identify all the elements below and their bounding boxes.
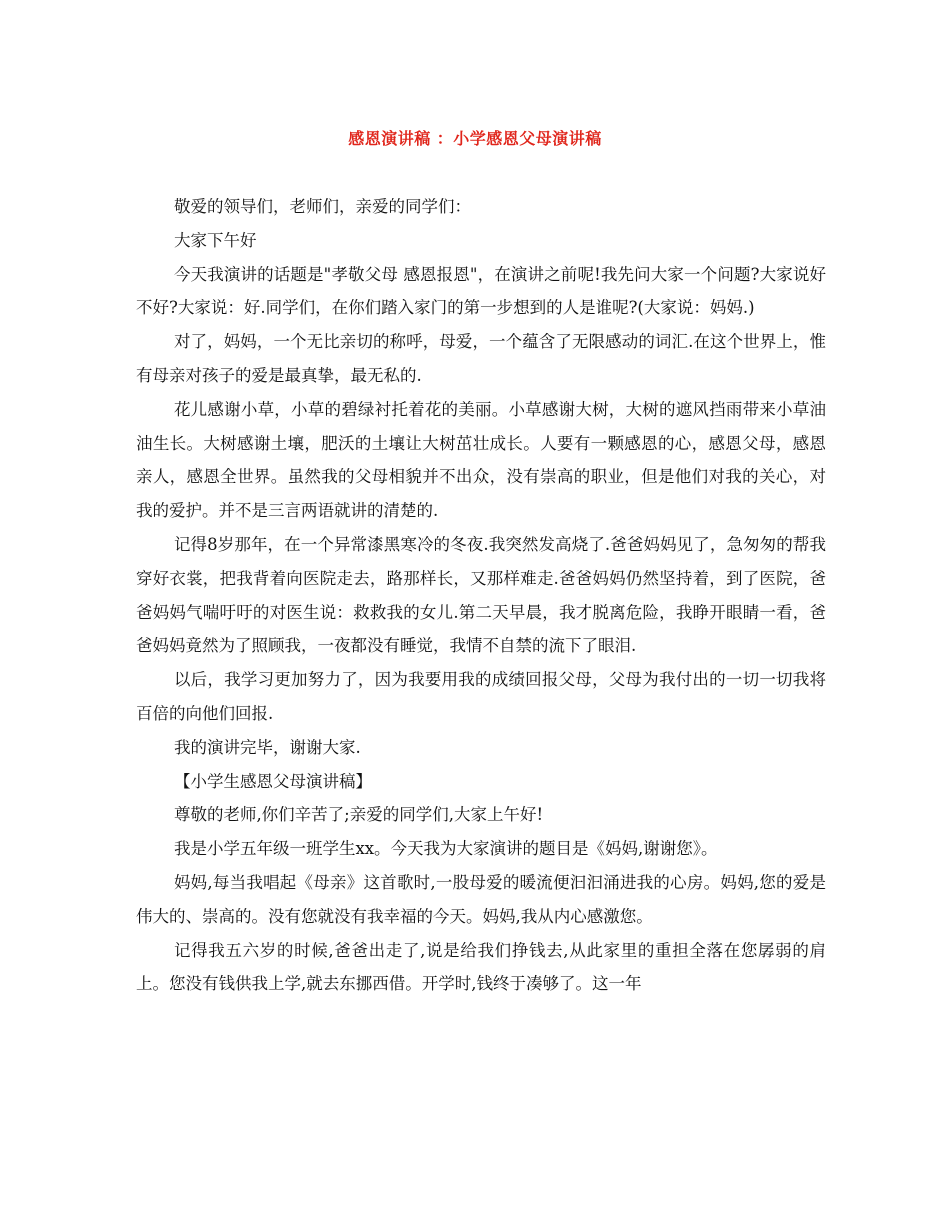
paragraph-mother-love: 对了，妈妈，一个无比亲切的称呼，母爱，一个蕴含了无限感动的词汇.在这个世界上，惟有母亲对孩子的爱是最真挚，最无私的. — [136, 332, 826, 385]
document-body — [136, 190, 826, 1001]
paragraph-section-heading: 【小学生感恩父母演讲稿】 — [173, 771, 372, 791]
document-title: 感恩演讲稿 ：小学感恩父母演讲稿 — [348, 129, 602, 148]
paragraph-introduction: 我是小学五年级一班学生xx。今天我为大家演讲的题目是《妈妈,谢谢您》。 — [173, 839, 718, 859]
paragraph-second-greeting: 尊敬的老师,你们辛苦了;亲爱的同学们,大家上午好! — [173, 805, 544, 825]
paragraph-childhood-fever: 记得8岁那年，在一个异常漆黑寒冷的冬夜.我突然发高烧了.爸爸妈妈见了，急匆匆的帮我穿好衣裳，把我背着向医院走去，路那样长，又那样难走.爸爸妈妈仍然坚持着，到了医院，爸爸妈妈气喘吁吁的对医生说：救救我的女儿.第二天早晨，我才脱离危险，我睁开眼睛一看，爸爸妈妈竟然为了照顾我，一夜都没有睡觉，我情不自禁的流下了眼泪. — [136, 534, 826, 656]
paragraph-mother-song: 妈妈,每当我唱起《母亲》这首歌时,一股母爱的暖流便汩汩涌进我的心房。妈妈,您的爱是伟大的、崇高的。没有您就没有我幸福的今天。妈妈,我从内心感激您。 — [136, 872, 826, 926]
paragraph-speech-end: 我的演讲完毕，谢谢大家. — [173, 737, 361, 757]
paragraph-repay-parents: 以后，我学习更加努力了，因为我要用我的成绩回报父母，父母为我付出的一切一切我将百倍的向他们回报. — [136, 670, 826, 723]
paragraph-gratitude-nature: 花儿感谢小草，小草的碧绿衬托着花的美丽。小草感谢大树，大树的遮风挡雨带来小草油油生长。大树感谢土壤，肥沃的土壤让大树茁壮成长。人要有一颗感恩的心，感恩父母，感恩亲人，感恩全世界。虽然我的父母相貌并不出众，没有崇高的职业，但是他们对我的关心，对我的爱护。并不是三言两语就讲的清楚的. — [136, 399, 826, 521]
paragraph-father-left: 记得我五六岁的时候,爸爸出走了,说是给我们挣钱去,从此家里的重担全落在您孱弱的肩上。您没有钱供我上学,就去东挪西借。开学时,钱终于凑够了。这一年 — [136, 940, 826, 994]
paragraph-topic: 今天我演讲的话题是"孝敬父母 感恩报恩"，在演讲之前呢!我先问大家一个问题?大家说好不好?大家说：好.同学们，在你们踏入家门的第一步想到的人是谁呢?(大家说：妈妈.) — [136, 264, 826, 318]
paragraph-good-afternoon: 大家下午好 — [173, 230, 257, 250]
paragraph-greeting: 敬爱的领导们，老师们，亲爱的同学们： — [173, 197, 471, 216]
